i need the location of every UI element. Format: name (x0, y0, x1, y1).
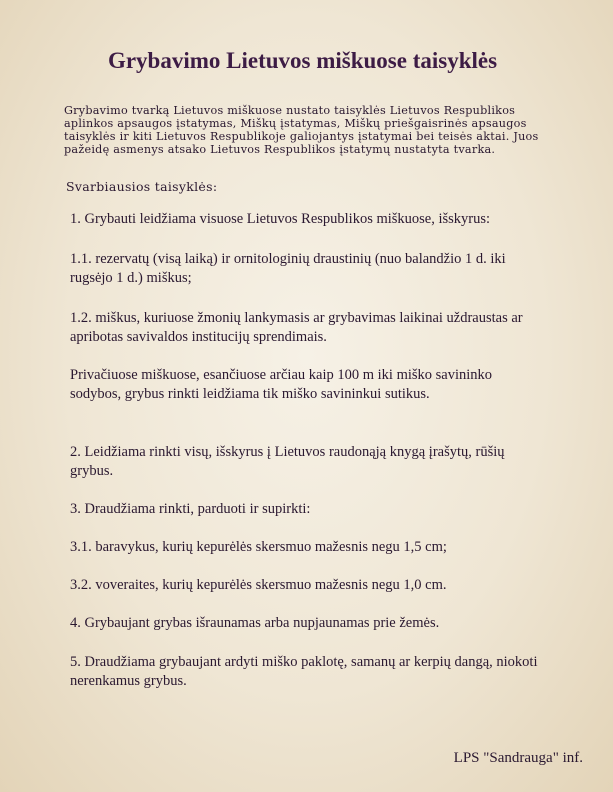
rule-3: 3. Draudžiama rinkti, parduoti ir supirkti: (70, 501, 311, 517)
footer-source: LPS "Sandrauga" inf. (453, 750, 583, 766)
rule-1-1: 1.1. rezervatų (visą laiką) ir ornitologinių draustinių (nuo balandžio 1 d. iki rugsėjo 1 d.) miškus; (70, 251, 506, 286)
rule-3-2: 3.2. voveraites, kurių kepurėlės skersmuo mažesnis negu 1,0 cm. (70, 577, 447, 593)
rule-2: 2. Leidžiama rinkti visų, išskyrus į Lietuvos raudonąją knygą įrašytų, rūšių grybus. (70, 444, 505, 479)
rule-1-2: 1.2. miškus, kuriuose žmonių lankymasis ar grybavimas laikinai uždraustas ar apribotas savivaldos institucijų sprendimais. (70, 310, 523, 345)
page-title: Grybavimo Lietuvos miškuose taisyklės (107, 48, 498, 73)
rule-5: 5. Draudžiama grybaujant ardyti miško paklotę, samanų ar kerpių dangą, niokoti nerenkamus grybus. (70, 654, 538, 689)
rule-private-forests: Privačiuose miškuose, esančiuose arčiau kaip 100 m iki miško savininko sodybos, grybus rinkti leidžiama tik miško savininkui sutikus. (70, 367, 493, 402)
intro-paragraph: Grybavimo tvarką Lietuvos miškuose nustato taisyklės Lietuvos Respublikos aplinkos apsaugos įstatymas, Miškų įstatymas, Miškų priešgaisrinės apsaugos taisyklės ir kiti Lietuvos Respublikoje galiojantys įstatymai bei teisės aktai. Juos pažeidę asmenys atsako Lietuvos Respublikos įstatymų nustatyta tvarka. (64, 104, 539, 156)
rule-4: 4. Grybaujant grybas išraunamas arba nupjaunamas prie žemės. (70, 615, 440, 631)
rule-3-1: 3.1. baravykus, kurių kepurėlės skersmuo mažesnis negu 1,5 cm; (70, 539, 447, 555)
rules-subheading: Svarbiausios taisyklės: (66, 179, 218, 194)
rule-1: 1. Grybauti leidžiama visuose Lietuvos Respublikos miškuose, išskyrus: (70, 211, 491, 227)
